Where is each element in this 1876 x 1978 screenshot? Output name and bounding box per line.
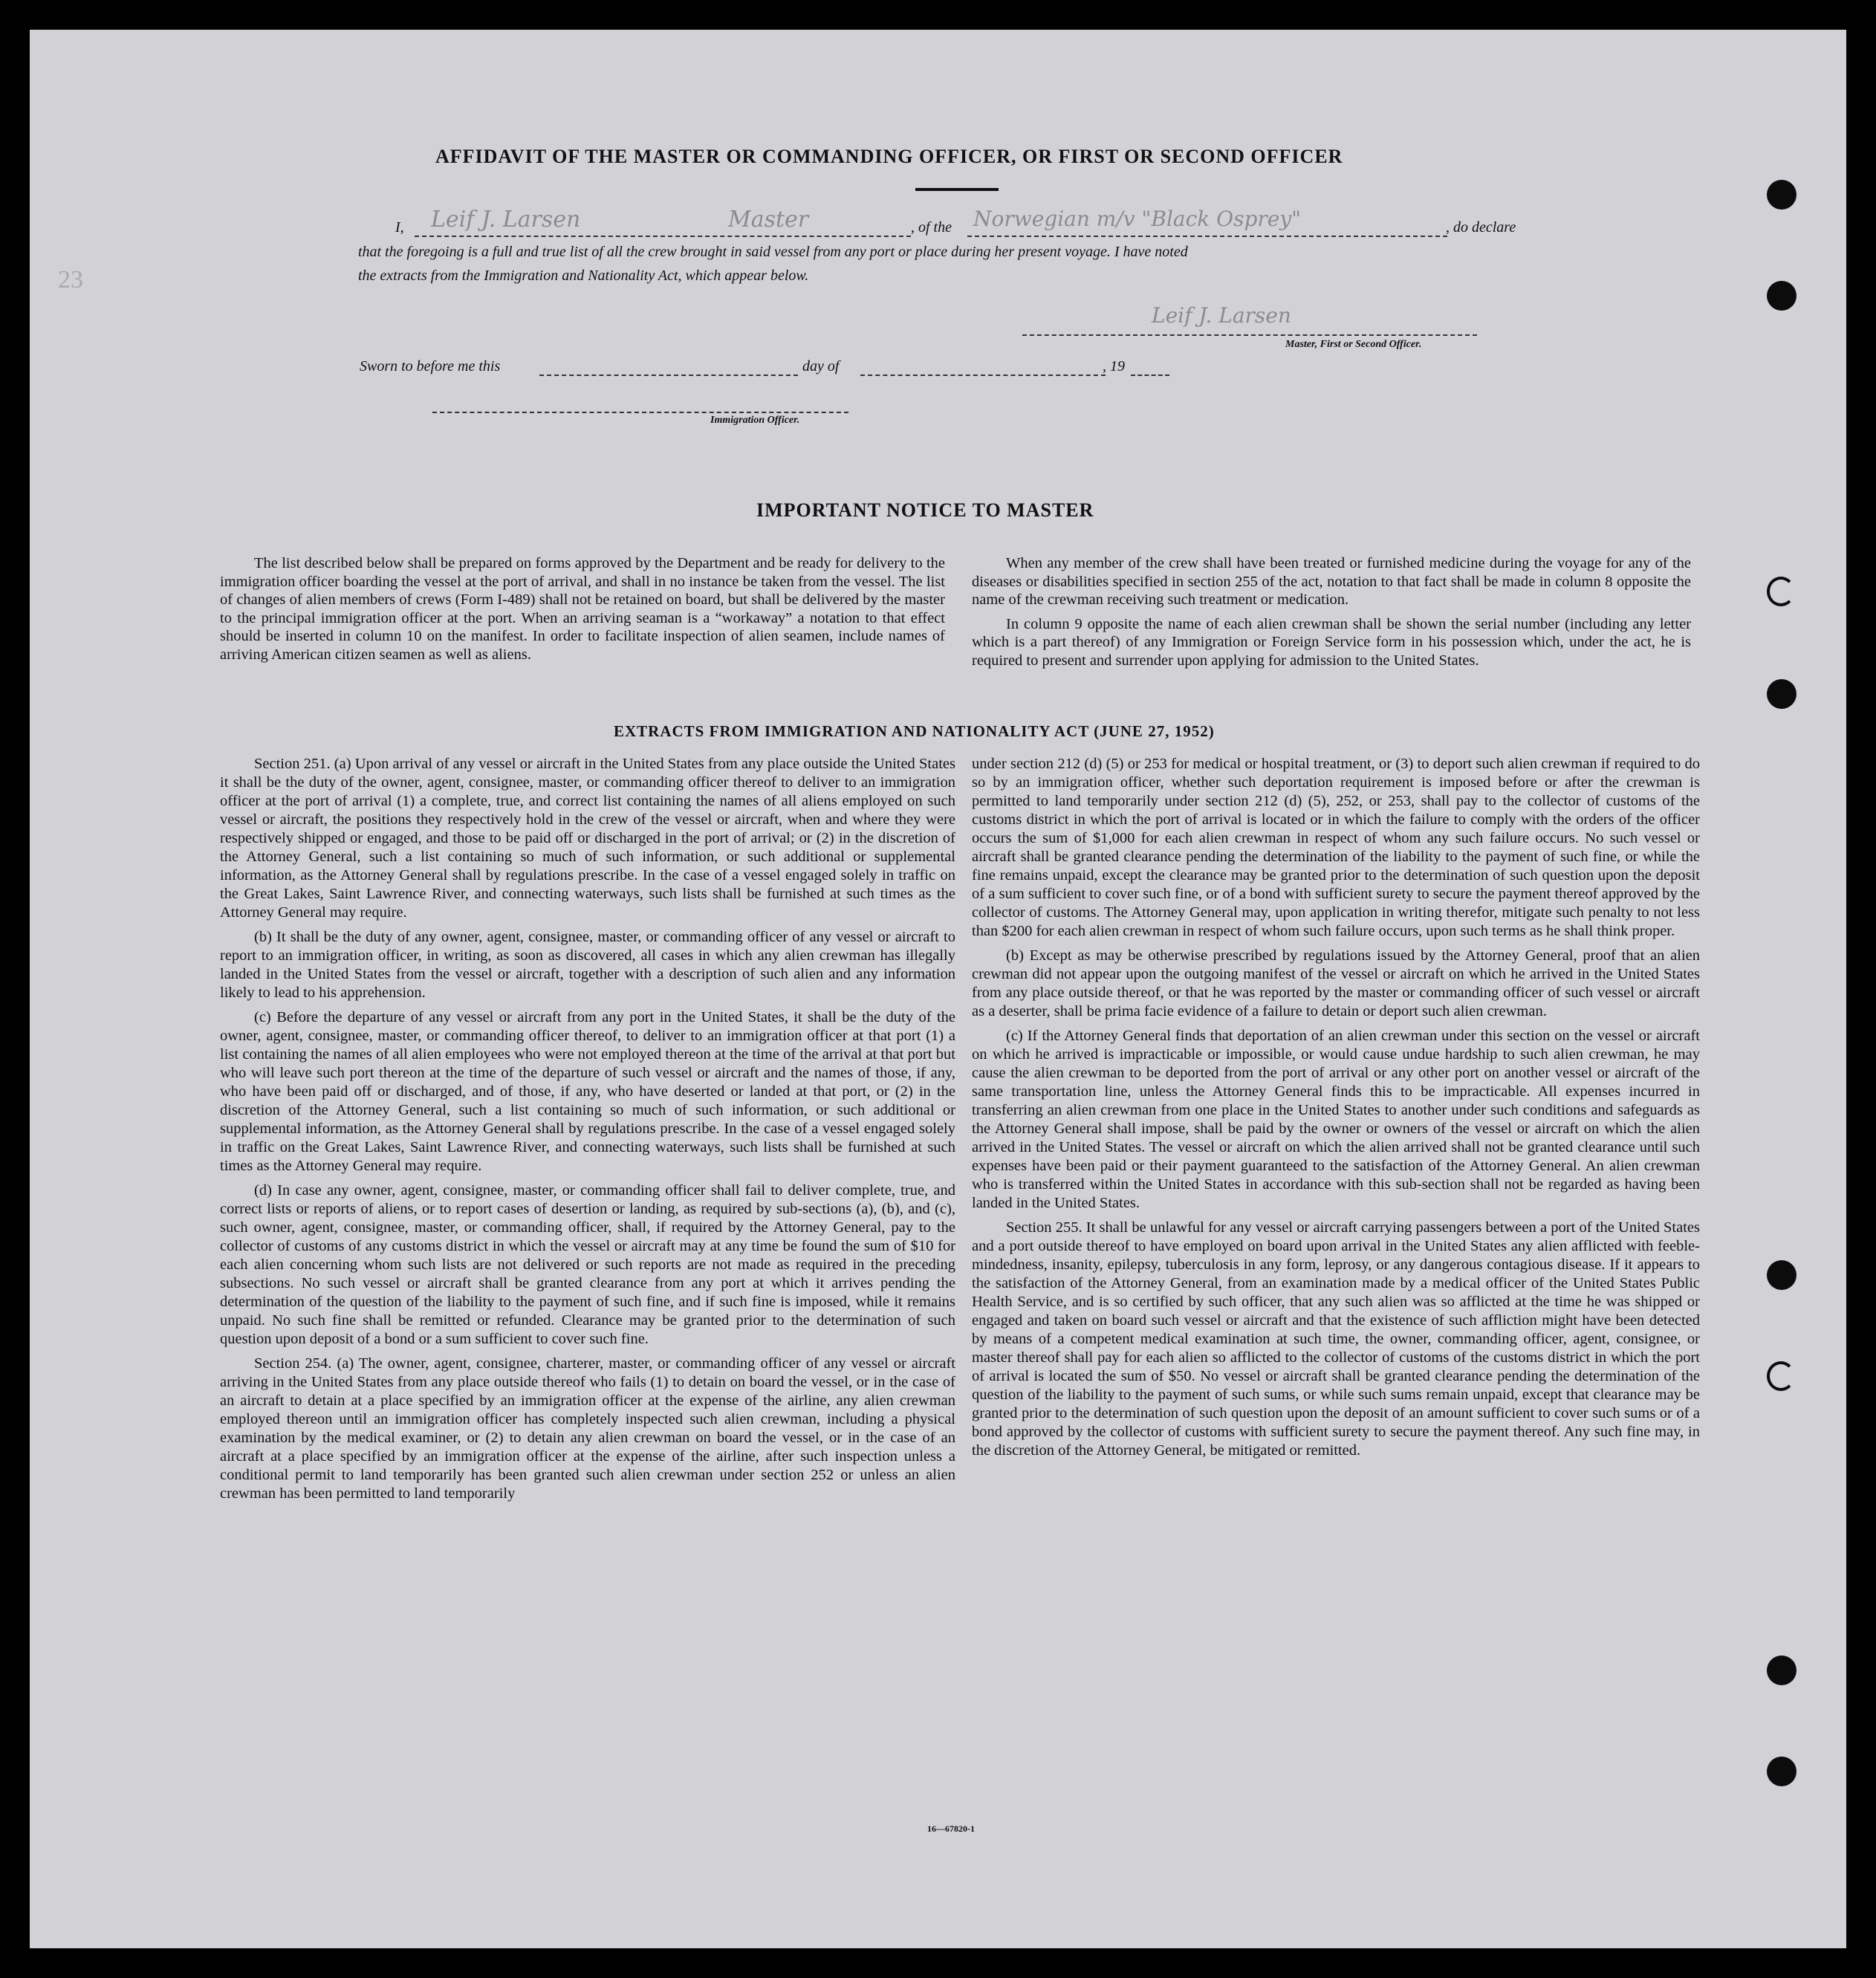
notice-left-paragraph: The list described below shall be prepared on forms approved by the Department and be ready for delivery to the immigration officer boarding the vessel at the port of arrival, and shall in no instance be taken from the vessel. The list of changes of alien members of crews (Form I-489) shall not be retained on board, but shall be delivered by the master to the principal immigration officer at the port. When an arriving seaman is a “workaway” a notation to that effect should be inserted in column 10 on the manifest. In order to facilitate inspection of alien seamen, include names of arriving American citizen seamen as well as aliens. bbox=[220, 555, 945, 663]
notice-title: IMPORTANT NOTICE TO MASTER bbox=[756, 499, 1094, 521]
binder-hole-partial bbox=[1767, 1361, 1795, 1391]
notice-right-paragraph-1: When any member of the crew shall have been treated or furnished medicine during the voyage for any of the diseases or disabilities specified in section 255 of the act, notation to that fact shall be made in column 8 opposite the name of the crewman receiving such treatment or medication. bbox=[972, 555, 1691, 608]
master-signature-caption: Master, First or Second Officer. bbox=[1285, 339, 1422, 350]
notice-right-paragraph-2: In column 9 opposite the name of each alien crewman shall be shown the serial number (including any letter which is a part thereof) of any Immigration or Foreign Service form in his possession which, under the act, he is required to present and surrender upon applying for admission to the United States. bbox=[972, 615, 1691, 669]
binder-hole bbox=[1767, 180, 1797, 210]
vessel-field bbox=[967, 236, 1447, 237]
title-rule bbox=[915, 188, 999, 191]
sworn-month-field bbox=[860, 374, 1106, 376]
sworn-year-field bbox=[1131, 374, 1169, 376]
binder-hole bbox=[1767, 281, 1797, 311]
year-label: , 19 bbox=[1103, 358, 1125, 374]
day-of-label: day of bbox=[802, 358, 840, 374]
immigration-officer-caption: Immigration Officer. bbox=[710, 415, 800, 426]
extracts-right-column bbox=[972, 755, 1700, 1466]
affidavit-i-label: I, bbox=[395, 219, 404, 236]
section-254-c: (c) If the Attorney General finds that deportation of an alien crewman under this section on the vessel or aircraft on which he arrived is impracticable or impossible, or would cause undue hardship to such alien crewman, he may cause the alien crewman to be deported from the port of arrival or any other port on another vessel or aircraft of the same transportation line, unless the Attorney General finds this to be impracticable. All expenses incurred in transferring an alien crewman from one place in the United States to another under such conditions and safeguards as the Attorney General shall impose, shall be paid by the owner or owners of the vessel or aircraft on which the alien arrived in the United States. The vessel or aircraft on which the alien arrived shall not be granted clearance until such expenses have been paid or their payment guaranteed to the satisfaction of the Attorney General. An alien crewman who is transferred within the United States in accordance with this sub-section shall not be regarded as having been landed in the United States. bbox=[972, 1028, 1700, 1211]
extracts-left-column bbox=[220, 755, 955, 1509]
binder-hole-partial bbox=[1767, 577, 1795, 606]
binder-hole bbox=[1767, 1757, 1797, 1786]
binder-hole bbox=[1767, 679, 1797, 709]
section-251-c: (c) Before the departure of any vessel or aircraft from any port in the United States, it shall be the duty of the owner, agent, consignee, master, or commanding officer thereof, to deliver to an immigration officer at that port (1) a list containing the names of all alien employees who were not employed thereon at the time of the arrival at that port but who will leave such port thereon at the time of the departure of such vessel or aircraft and the names of those, if any, who have been paid off or discharged, and of those, if any, who have deserted or landed at that port, or (2) in the discretion of the Attorney General, such a list containing so much of such information, or such additional or supplemental information, as the Attorney General shall by regulations prescribe. In the case of a vessel engaged solely in traffic on the Great Lakes, Saint Lawrence River, and connecting waterways, such lists shall be furnished at such times as the Attorney General may require. bbox=[220, 1009, 955, 1174]
section-254-b: (b) Except as may be otherwise prescribed by regulations issued by the Attorney General, proof that an alien crewman did not appear upon the outgoing manifest of the vessel or aircraft on which he arrived in the United States from any place outside thereof, or that he was reported by the master or commanding officer of such vessel or aircraft as a deserter, shall be prima facie evidence of a failure to detain or deport such alien crewman. bbox=[972, 947, 1700, 1019]
form-number: 16—67820-1 bbox=[927, 1823, 975, 1834]
sworn-day-field bbox=[539, 374, 798, 376]
extracts-title: EXTRACTS FROM IMMIGRATION AND NATIONALITY ACT (JUNE 27, 1952) bbox=[614, 722, 1215, 740]
notice-left-column bbox=[220, 554, 945, 669]
declaration-line-2: the extracts from the Immigration and Nationality Act, which appear below. bbox=[358, 267, 809, 284]
vessel-handwriting: Norwegian m/v "Black Osprey" bbox=[973, 207, 1302, 231]
section-251-b: (b) It shall be the duty of any owner, agent, consignee, master, or commanding officer of any vessel or aircraft to report to an immigration officer, in writing, as soon as discovered, all cases in which any alien crewman has illegally landed in the United States from the vessel or aircraft, together with a description of such alien and any information likely to lead to his apprehension. bbox=[220, 929, 955, 1001]
section-255: Section 255. It shall be unlawful for any vessel or aircraft carrying passengers between a port of the United States and a port outside thereof to have employed on board upon arrival in the United States any alien afflicted with feeble-mindedness, insanity, epilepsy, tuberculosis in any form, leprosy, or any dangerous contagious disease. If it appears to the satisfaction of the Attorney General, from an examination made by a medical officer of the United States Public Health Service, and is so certified by such officer, that any such alien was so afflicted at the time he was shipped or engaged and taken on board such vessel or aircraft and that the existence of such affliction might have been detected by means of a competent medical examination at such time, the owner, commanding officer, agent, consignee, or master thereof shall pay for each alien so afflicted to the collector of customs of the customs district in which the port of arrival is located the sum of $50. No vessel or aircraft shall be granted clearance pending the determination of the question of the liability to the payment of such sums, or while such sums remain unpaid, except that clearance may be granted prior to the determination of such question upon the deposit of an amount sufficient to cover such sums or of a bond approved by the collector of customs with sufficient surety to secure the payment thereof. Any such fine may, in the discretion of the Attorney General, be mitigated or remitted. bbox=[972, 1219, 1700, 1459]
master-name-field bbox=[415, 236, 911, 237]
sworn-label: Sworn to before me this bbox=[360, 358, 501, 374]
margin-page-number: 23 bbox=[58, 266, 83, 294]
section-251-a: Section 251. (a) Upon arrival of any vessel or aircraft in the United States from any place outside the United States it shall be the duty of the owner, agent, consignee, master, or commanding officer thereof to deliver to an immigration officer at the port of arrival (1) a complete, true, and correct list containing the names of all aliens employed on such vessel or aircraft, the positions they respectively hold in the crew of the vessel or aircraft, when and where they were respectively shipped or engaged, and those to be paid off or discharged in the port of arrival; or (2) in the discretion of the Attorney General, such a list containing so much of such information, or such additional or supplemental information, as the Attorney General shall by regulations prescribe. In the case of a vessel engaged solely in traffic on the Great Lakes, Saint Lawrence River, and connecting waterways, such lists shall be furnished at such times as the Attorney General may require. bbox=[220, 756, 955, 921]
of-the-label: , of the bbox=[911, 219, 952, 236]
master-name-handwriting: Leif J. Larsen bbox=[431, 207, 581, 233]
document-page bbox=[30, 30, 1846, 1948]
section-254-a: Section 254. (a) The owner, agent, consignee, charterer, master, or commanding officer of any vessel or aircraft arriving in the United States from any place outside thereof who fails (1) to detain on board the vessel, or in the case of an aircraft to detain at a place specified by an immigration officer at the expense of the airline, any alien crewman employed thereon until an immigration officer has completely inspected such alien crewman, including a physical examination by the medical examiner, or (2) to detain any alien crewman on board the vessel, or in the case of an aircraft at a place specified by an immigration officer at the expense of the airline, after such inspection unless a conditional permit to land temporarily has been granted such alien crewman under section 252 or unless an alien crewman has been permitted to land temporarily bbox=[220, 1355, 955, 1502]
notice-right-column bbox=[972, 554, 1691, 675]
binder-hole bbox=[1767, 1260, 1797, 1290]
affidavit-title: AFFIDAVIT OF THE MASTER OR COMMANDING OFFICER, OR FIRST OR SECOND OFFICER bbox=[435, 146, 1343, 167]
section-251-d: (d) In case any owner, agent, consignee, master, or commanding officer shall fail to deliver complete, true, and correct lists or reports of aliens, or to report cases of desertion or landing, as required by sub-sections (a), (b), and (c), such owner, agent, consignee, master, or commanding officer, shall, if required by the Attorney General, pay to the collector of customs of any customs district in which the vessel or aircraft may at any time be found the sum of $10 for each alien concerning whom such lists are not delivered or such reports are not made as required in the preceding subsections. No such vessel or aircraft shall be granted clearance from any port at which it arrives pending the determination of the question of the liability to the payment of such fine, and if such fine is imposed, while it remains unpaid. No such fine shall be remitted or refunded. Clearance may be granted prior to the determination of such question upon deposit of a bond or a sum sufficient to cover such fine. bbox=[220, 1182, 955, 1347]
master-signature-handwriting: Leif J. Larsen bbox=[1152, 303, 1291, 328]
immigration-officer-field bbox=[432, 412, 848, 413]
do-declare-label: , do declare bbox=[1446, 219, 1516, 236]
master-title-handwriting: Master bbox=[728, 207, 809, 233]
master-signature-field bbox=[1022, 334, 1477, 336]
declaration-line-1: that the foregoing is a full and true list of all the crew brought in said vessel from any port or place during her present voyage. I have noted bbox=[358, 244, 1188, 260]
binder-hole bbox=[1767, 1656, 1797, 1685]
section-254-a-continued: under section 212 (d) (5) or 253 for medical or hospital treatment, or (3) to deport such alien crewman if required to do so by an immigration officer, whether such deportation requirement is imposed before or after the crewman is permitted to land temporarily under section 212 (d) (5), 252, or 253, shall pay to the collector of customs of the customs district in which the port of arrival is located or in which the failure to comply with the orders of the officer occurs the sum of $1,000 for each alien crewman in respect of whom any such failure occurs. No such vessel or aircraft shall be granted clearance pending the determination of the liability to the payment of such fine, or while the fine remains unpaid, except the clearance may be granted prior to the determination of such question upon the deposit of a sum sufficient to cover such fine, or of a bond with sufficient surety to secure the payment thereof approved by the collector of customs. The Attorney General may, upon application in writing therefor, mitigate such penalty to not less than $200 for each alien crewman in respect of whom such failure occurs, upon such terms as he shall think proper. bbox=[972, 756, 1700, 939]
